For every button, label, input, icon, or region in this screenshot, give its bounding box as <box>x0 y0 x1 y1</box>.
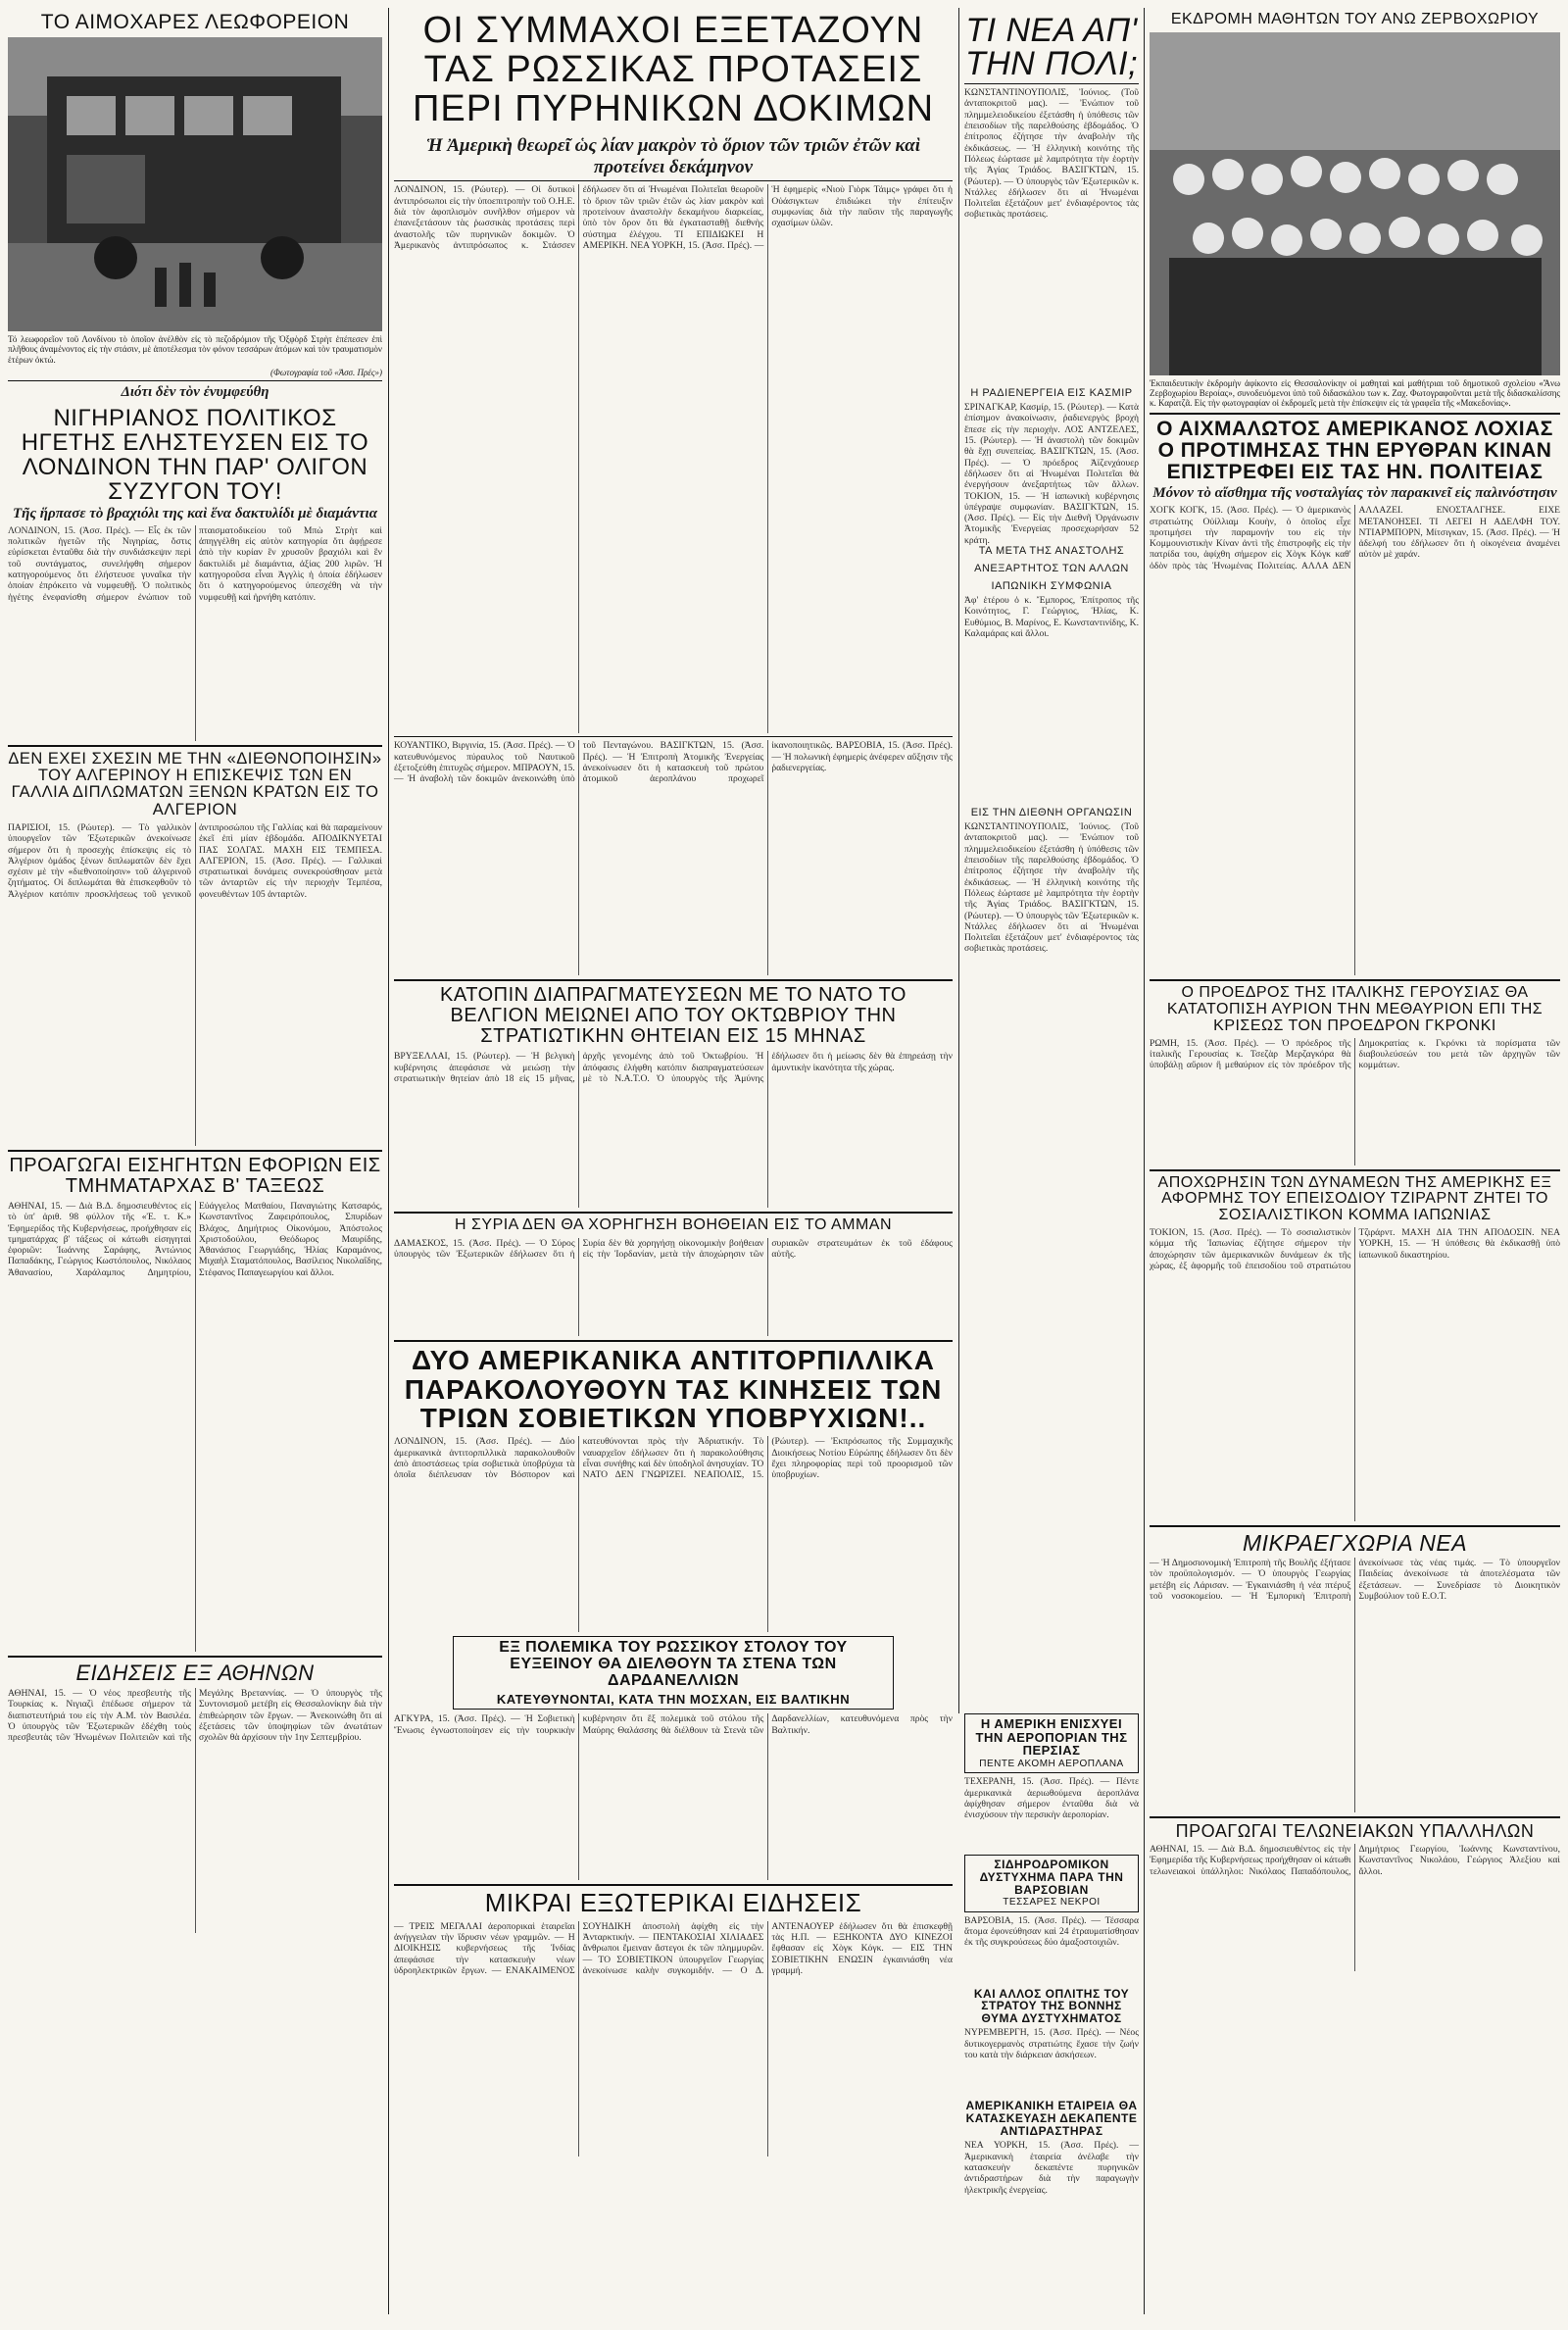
customs-text: ΑΘΗΝΑΙ, 15. — Διὰ Β.Δ. δημοσιευθέντος εἰς τὴν Ἐφημερίδα τῆς Κυβερνήσεως προήχθησαν οἱ κάτωθι τελωνειακοὶ ὑπάλληλοι: Νικόλαος Παπαδόπουλος, Δημήτριος Γεωργίου, Ἰωάννης Κωνσταντίνου, Κωνσταντῖνος Νικολάου, Γεώργιος Ἀλεξίου καὶ ἄλλοι. <box>1150 1844 1560 1877</box>
soldier-headline: Ο ΑΙΧΜΑΛΩΤΟΣ ΑΜΕΡΙΚΑΝΟΣ ΛΟΧΙΑΣ Ο ΠΡΟΤΙΜΗΣΑΣ ΤΗΝ ΕΡΥΘΡΑΝ ΚΙΝΑΝ ΕΠΙΣΤΡΕΦΕΙ ΕΙΣ ΤΑΣ ΗΝ. ΠΟΛΙΤΕΙΑΣ <box>1156 417 1553 483</box>
main-subheadline: Ἡ Ἀμερικὴ θεωρεῖ ὡς λίαν μακρὸν τὸ ὅριον τῶν τριῶν ἐτῶν καὶ προτείνει δεκάμηνον <box>425 134 921 177</box>
fleet-text: ΑΓΚΥΡΑ, 15. (Ἀσσ. Πρές). — Ἡ Σοβιετικὴ Ἕνωσις ἐγνωστοποίησεν εἰς τὴν τουρκικὴν κυβέρνησιν ὅτι ἓξ πολεμικὰ τοῦ στόλου τῆς Μαύρης Θαλάσσης θὰ διέλθουν τὰ Στενὰ τῶν Δαρδανελλίων, κατευθυνόμενα πρὸς τὴν Βαλτικήν. <box>394 1713 953 1736</box>
local-news-headline: ΜΙΚΡΑΕΓΧΩΡΙΑ ΝΕΑ <box>1242 1530 1468 1556</box>
italy-text: ΡΩΜΗ, 15. (Ἀσσ. Πρές). — Ὁ πρόεδρος τῆς ἰταλικῆς Γερουσίας κ. Τσεζὰρ Μερζαγκόρα θὰ ὑποβάλῃ αὔριον ἢ μεθαύριον εἰς τὸν πρόεδρον τῆς Δημοκρατίας κ. Γκρόνκι τὰ πορίσματα τῶν διαβουλεύσεών του μετὰ τῶν ἀρχηγῶν τῶν κομμάτων. <box>1150 1037 1560 1071</box>
school-photo-caption: Ἐκπαιδευτικὴν ἐκδρομὴν ἀφίκοντο εἰς Θεσσαλονίκην οἱ μαθηταὶ καὶ μαθήτριαι τοῦ δημοτικοῦ σχολείου «Ἄνω Ζερβοχωρίου Βεροίας», συνοδευόμενοι ὑπὸ τοῦ διδασκάλου των κ. Ζαχ. Φωτογραφοῦνται μετὰ τῆς διδασκαλίσσης κ. Καρατζᾶ. Εἰς τὴν φωτογραφίαν οἱ ἐκδρομεῖς μετὰ τὴν ἐπίσκεψιν εἰς τὰ γραφεῖα τῆς «Μακεδονίας». <box>1150 377 1560 409</box>
photo-credit: (Φωτογραφία τοῦ «Ἀσσ. Πρές») <box>270 368 382 378</box>
bonn-headline: ΚΑΙ ΑΛΛΟΣ ΟΠΛΙΤΗΣ ΤΟΥ ΣΤΡΑΤΟΥ ΤΗΣ ΒΟΝΝΗΣ ΘΥΜΑ ΔΥΣΤΥΧΗΜΑΤΟΣ <box>973 1986 1130 2025</box>
story3-headline: ΠΡΟΑΓΩΓΑΙ ΕΙΣΗΓΗΤΩΝ ΕΦΟΡΙΩΝ ΕΙΣ ΤΜΗΜΑΤΑΡΧΑΣ Β' ΤΑΞΕΩΣ <box>9 1154 381 1197</box>
story1-headline: ΝΙΓΗΡΙΑΝΟΣ ΠΟΛΙΤΙΚΟΣ ΗΓΕΤΗΣ ΕΛΗΣΤΕΥΣΕΝ ΕΙΣ ΤΟ ΛΟΝΔΙΝΟΝ ΤΗΝ ΠΑΡ' ΟΛΙΓΟΝ ΣΥΖΥΓΟΝ ΤΟΥ! <box>21 404 369 506</box>
story1-subheadline: Τῆς ἥρπασε τὸ βραχιόλι της καὶ ἕνα δακτυλίδι μὲ διαμάντια <box>12 506 378 522</box>
photo-title: ΤΟ ΑΙΜΟΧΑΡΕΣ ΛΕΩΦΟΡΕΙΟΝ <box>40 11 350 33</box>
persia-subheadline: ΠΕΝΤΕ ΑΚΟΜΗ ΑΕΡΟΠΛΑΝΑ <box>979 1758 1124 1769</box>
nato-belgium-headline: ΚΑΤΟΠΙΝ ΔΙΑΠΡΑΓΜΑΤΕΥΣΕΩΝ ΜΕ ΤΟ ΝΑΤΟ ΤΟ ΒΕΛΓΙΟΝ ΜΕΙΩΝΕΙ ΑΠΟ ΤΟΥ ΟΚΤΩΒΡΙΟΥ ΤΗΝ ΣΤΡΑΤΙΩΤΙΚΗΝ ΘΗΤΕΙΑΝ ΕΙΣ 15 ΜΗΝΑΣ <box>440 984 906 1048</box>
persia-headline: Η ΑΜΕΡΙΚΗ ΕΝΙΣΧΥΕΙ ΤΗΝ ΑΕΡΟΠΟΡΙΑΝ ΤΗΣ ΠΕΡΣΙΑΣ <box>975 1716 1128 1759</box>
fleet-subheadline: ΚΑΤΕΥΘΥΝΟΝΤΑΙ, ΚΑΤΑ ΤΗΝ ΜΟΣΧΑΝ, ΕΙΣ ΒΑΛΤΙΚΗΝ <box>496 1691 851 1707</box>
customs-headline: ΠΡΟΑΓΩΓΑΙ ΤΕΛΩΝΕΙΑΚΩΝ ΥΠΑΛΛΗΛΩΝ <box>1175 1821 1535 1842</box>
persia-box <box>964 1713 1139 1773</box>
main-headline: ΟΙ ΣΥΜΜΑΧΟΙ ΕΞΕΤΑΖΟΥΝ ΤΑΣ ΡΩΣΣΙΚΑΣ ΠΡΟΤΑΣΕΙΣ ΠΕΡΙ ΠΥΡΗΝΙΚΩΝ ΔΟΚΙΜΩΝ <box>412 10 935 129</box>
japan-headline: ΑΠΟΧΩΡΗΣΙΝ ΤΩΝ ΔΥΝΑΜΕΩΝ ΤΗΣ ΑΜΕΡΙΚΗΣ ΕΞ ΑΦΟΡΜΗΣ ΤΟΥ ΕΠΕΙΣΟΔΙΟΥ ΤΖΙΡΑΡΝΤ ΖΗΤΕΙ ΤΟ ΣΟΣΙΑΛΙΣΤΙΚΟΝ ΚΟΜΜΑ ΙΑΠΩΝΙΑΣ <box>1157 1173 1552 1224</box>
kashmir-text: ΣΡΙΝΑΓΚΑΡ, Κασμίρ, 15. (Ρώυτερ). — Κατὰ ἐπίσημον ἀνακοίνωσιν, ῥαδιενεργὸς βροχὴ ἔπεσε εἰς τὴν περιοχὴν. ΛΟΣ ΑΝΤΖΕΛΕΣ, 15. (Ρώυτερ). — Ἡ ἀναστολὴ τῶν δοκιμῶν θὰ ἔχῃ συνεπείας. ΒΑΣΙΓΚΤΩΝ, 15. (Ἀσσ. Πρές). — Ὁ πρόεδρος Ἀϊζενχάουερ ἐδήλωσεν ὅτι αἱ Ἡνωμέναι Πολιτεῖαι θὰ ἐνεργήσουν ἀνεξαρτήτως τῶν ἄλλων. ΤΟΚΙΟΝ, 15. — Ἡ ἰαπωνικὴ κυβέρνησις ὑπέγραψε συμφωνίαν. ΒΑΣΙΓΚΤΩΝ, 15. (Ἀσσ. Πρές). — Εἰς τὴν Διεθνῆ Ὀργάνωσιν Ἀτομικῆς Ἐνεργείας προσεχωρήσαν 52 κράτη. <box>964 402 1139 546</box>
story4-headline: ΕΙΔΗΣΕΙΣ ΕΞ ΑΘΗΝΩΝ <box>75 1660 315 1685</box>
soldier-text: ΧΟΓΚ ΚΟΓΚ, 15. (Ἀσσ. Πρές). — Ὁ ἀμερικανὸς στρατιώτης Οὐίλλιαμ Κουὴν, ὁ ὁποῖος εἶχε προτιμήσει τὴν παραμονήν του εἰς τὴν Κομμουνιστικὴν Κίναν ἀντὶ τῆς ἐπιστροφῆς εἰς τὴν πατρίδα του, ἀφίχθη σήμερον εἰς Χὸγκ Κόγκ καθ' ὁδὸν πρὸς τὰς Ἡνωμένας Πολιτείας. ΑΛΛΑ ΔΕΝ ΑΛΛΑΖΕΙ. ΕΝΟΣΤΑΛΓΗΣΕ. ΕΙΧΕ ΜΕΤΑΝΟΗΣΕΙ. ΤΙ ΛΕΓΕΙ Η ΑΔΕΛΦΗ ΤΟΥ. ΝΤΙΑΡΜΠΟΡΝ, Μίτσιγκαν, 15. (Ἀσσ. Πρές). — Ἡ ἀδελφή του ἐδήλωσεν ὅτι ἡ οἰκογένεια ἀναμένει αὐτὸν μὲ χαράν. <box>1150 505 1560 571</box>
kicker: Διότι δὲν τὸν ἐνυμφεύθη <box>121 384 270 401</box>
destroyers-text: ΛΟΝΔΙΝΟΝ, 15. (Ἀσσ. Πρές). — Δύο ἀμερικανικὰ ἀντιτορπιλλικὰ παρακολουθοῦν ἀπὸ ἀποστάσεως τρία σοβιετικὰ ὑποβρύχια τὰ ὁποῖα διέπλευσαν τὸν Βόσπορον καὶ κατευθύνονται πρὸς τὴν Ἀδριατικήν. Τὸ ναυαρχεῖον ἐδήλωσεν ὅτι ἡ παρακολούθησις εἶναι συνήθης καὶ δὲν ὑποδηλοῖ ἀνησυχίαν. ΤΟ ΝΑΤΟ ΔΕΝ ΓΝΩΡΙΖΕΙ. ΝΕΑΠΟΛΙΣ, 15. (Ρώυτερ). — Ἐκπρόσωπος τῆς Συμμαχικῆς Διοικήσεως Νοτίου Εὐρώπης ἐδήλωσεν ὅτι δὲν ἔχει πληροφορίας περὶ τοῦ προορισμοῦ τῶν ὑποβρυχίων. <box>394 1436 953 1481</box>
story3-text: ΑΘΗΝΑΙ, 15. — Διὰ Β.Δ. δημοσιευθέντος εἰς τὸ ὑπ' ἀριθ. 98 φύλλον τῆς «Ἐ. τ. Κ.» Ἐφημερίδος τῆς Κυβερνήσεως, προήχθησαν εἰς τμηματάρχας β' τάξεως οἱ κάτωθι εἰσηγηταὶ ἐφοριῶν: Ἰωάννης Σαράφης, Ἀντώνιος Παπαδάκης, Γεώργιος Κωστόπουλος, Νικόλαος Ἀθανασίου, Χαράλαμπος Δημητρίου, Εὐάγγελος Ματθαίου, Παναγιώτης Κατσαρός, Κωνσταντῖνος Ζαφειρόπουλος, Σπυρίδων Βλάχος, Δημήτριος Οἰκονόμου, Ἀπόστολος Χριστοδούλου, Θεόδωρος Μαυρίδης, Ἀθανάσιος Γεωργιάδης, Ἠλίας Καραμάνος, Μιχαὴλ Σταματόπουλος, Βασίλειος Νικολαΐδης, Στέφανος Παπαγεωργίου καὶ ἄλλοι. <box>8 1200 382 1278</box>
section-suspension: ΤΑ ΜΕΤΑ ΤΗΣ ΑΝΑΣΤΟΛΗΣ <box>978 545 1125 557</box>
section-independent: ΑΝΕΞΑΡΤΗΤΟΣ ΤΩΝ ΑΛΛΩΝ <box>974 563 1129 574</box>
section-international-org: ΕΙΣ ΤΗΝ ΔΙΕΘΝΗ ΟΡΓΑΝΩΣΙΝ <box>970 807 1133 818</box>
reactors-text: ΝΕΑ ΥΟΡΚΗ, 15. (Ἀσσ. Πρές). — Ἀμερικανικὴ ἑταιρεία ἀνέλαβε τὴν κατασκευὴν δεκαπέντε πυρηνικῶν ἀντιδραστήρων διὰ τὴν παραγωγὴν ἠλεκτρικῆς ἐνεργείας. <box>964 2140 1139 2196</box>
story2-text: ΠΑΡΙΣΙΟΙ, 15. (Ρώυτερ). — Τὸ γαλλικὸν ὑπουργεῖον τῶν Ἐξωτερικῶν ἀνεκοίνωσε σήμερον ὅτι ἡ προσεχὴς ἐπίσκεψις εἰς τὸ Ἀλγέριον ὁμάδος ξένων διπλωματῶν δὲν ἔχει σχέσιν μὲ τὴν «διεθνοποίησιν» τοῦ ἀλγερινοῦ ζητήματος. Οἱ διπλωμάται θὰ ἐπισκεφθοῦν τὸ Ἀλγέριον κατόπιν προσκλήσεως τοῦ γενικοῦ ἀντιπροσώπου τῆς Γαλλίας καὶ θὰ παραμείνουν ἐκεῖ ἐπὶ μίαν ἑβδομάδα. ΑΠΟΔΙΚΝΥΕΤΑΙ ΠΑΣ ΣΟΛΓΑΣ. ΜΑΧΗ ΕΙΣ ΤΕΜΠΕΣΑ. ΑΛΓΕΡΙΟΝ, 15. (Ἀσσ. Πρές). — Γαλλικαὶ στρατιωτικαὶ δυνάμεις συνεκρούσθησαν μετὰ τῶν ἀνταρτῶν εἰς τὴν περιοχὴν Τεμπέσα, φονευθέντων 105 ἀνταρτῶν. <box>8 821 382 900</box>
bus-accident-photo <box>8 37 382 331</box>
photo-caption: Τό λεωφορεῖον τοῦ Λονδίνου τὸ ὁποῖον ἀνέλθὸν εἰς τὸ πεζοδρόμιον τῆς Ὀξφὸρδ Στρὴτ ἐπέπεσεν ἐπὶ πλῆθους ἀναμένοντος εἰς τὴν στάσιν, μὲ ἀποτέλεσμα τὸν φόνον τεσσάρων ἀτόμων καὶ τὸν τραυματισμὸν ἑτέρων ὀκτώ. <box>8 334 382 365</box>
foreign-news-headline: ΜΙΚΡΑΙ ΕΞΩΤΕΡΙΚΑΙ ΕΙΔΗΣΕΙΣ <box>484 1888 862 1918</box>
rail-subheadline: ΤΕΣΣΑΡΕΣ ΝΕΚΡΟΙ <box>1003 1897 1101 1909</box>
syria-text: ΔΑΜΑΣΚΟΣ, 15. (Ἀσσ. Πρές). — Ὁ Σύρος ὑπουργὸς τῶν Ἐξωτερικῶν ἐδήλωσεν ὅτι ἡ Συρία δὲν θὰ χορηγήσῃ οἰκονομικὴν βοήθειαν εἰς τὴν Ἰορδανίαν, μετὰ τὴν ἀποχώρησιν τῶν συριακῶν στρατευμάτων ἐκ τοῦ ἐδάφους αὐτῆς. <box>394 1238 953 1261</box>
city-news-text: ΚΩΝΣΤΑΝΤΙΝΟΥΠΟΛΙΣ, Ἰούνιος. (Τοῦ ἀνταποκριτοῦ μας). — Ἐνώπιον τοῦ πλημμελειοδικείου ἐξετάσθη ἡ ὑπόθεσις τῶν ἐπεισοδίων τῆς παρελθούσης ἑβδομάδος. Ὁ ἐπίτροπος ἐζήτησε τὴν ἀναβολὴν τῆς ἐκδικάσεως. — Ἡ ἑλληνικὴ κοινότης τῆς Πόλεως ἑώρτασε μὲ λαμπρότητα τὴν ἑορτὴν τῆς Ἁγίας Τριάδος. ΒΑΣΙΓΚΤΩΝ, 15. (Ρώυτερ). — Ὁ ὑπουργὸς τῶν Ἐξωτερικῶν κ. Ντάλλες ἐδήλωσεν ὅτι αἱ Ἡνωμέναι Πολιτεῖαι ἐξετάζουν μετ' ἐνδιαφέροντος τὰς σοβιετικὰς προτάσεις. <box>964 87 1139 221</box>
rail-box <box>964 1855 1139 1911</box>
reactors-headline: ΑΜΕΡΙΚΑΝΙΚΗ ΕΤΑΙΡΕΙΑ ΘΑ ΚΑΤΑΣΚΕΥΑΣΗ ΔΕΚΑΠΕΝΤΕ ΑΝΤΙΔΡΑΣΤΗΡΑΣ <box>965 2099 1138 2138</box>
column-boxed-stories <box>964 1713 1139 2267</box>
school-photo-image <box>1150 32 1560 375</box>
main-text: ΛΟΝΔΙΝΟΝ, 15. (Ρώυτερ). — Οἱ δυτικοὶ ἀντιπρόσωποι εἰς τὴν ὑποεπιτροπὴν τοῦ Ο.Η.Ε. διὰ τὸν ἀφοπλισμὸν συνῆλθον σήμερον νὰ ἐπανεξετάσουν τὰς ῥωσσικὰς προτάσεις περὶ ἀναστολῆς τῶν πυρηνικῶν δοκιμῶν. Ὁ Ἀμερικανὸς ἀντιπρόσωπος κ. Στάσσεν ἐδήλωσεν ὅτι αἱ Ἡνωμέναι Πολιτεῖαι θεωροῦν τὸ ὅριον τῶν τριῶν ἐτῶν ὡς λίαν μακρὸν καὶ προτείνουν ἀναστολὴν δεκαμήνου διαρκείας, ὑπὸ τὸν ὅρον ὅτι θὰ ἐγκατασταθῇ διεθνὴς σύστημα ἐλέγχου. ΤΙ ΕΠΙΔΙΩΚΕΙ Η ΑΜΕΡΙΚΗ. ΝΕΑ ΥΟΡΚΗ, 15. (Ἀσσ. Πρές). — Ἡ ἐφημερὶς «Νιοὺ Γιὸρκ Τάιμς» γράφει ὅτι ἡ Οὐάσιγκτων ἐπιδιώκει τὴν ἐπίτευξιν συμφωνίας διὰ τὴν παῦσιν τῆς παραγωγῆς σχασίμων ὑλῶν. <box>394 184 953 251</box>
column-ticker-text: Ἀφ' ἑτέρου ὁ κ. Ἔμπορος, Ἐπίτροπος τῆς Κοινότητος, Γ. Γεώργιος, Ἡλίας, Κ. Ευθύμιος, Β. Μαρίνος, Ε. Κωνσταντινίδης, Κ. Καλαμάρας καὶ ἄλλοι. <box>964 595 1140 639</box>
soldier-subheadline: Μόνον τὸ αἴσθημα τῆς νοσταλγίας τὸν παρακινεῖ εἰς παλινόστησιν <box>1152 484 1557 501</box>
nato-belgium-text: ΒΡΥΞΕΛΛΑΙ, 15. (Ρώυτερ). — Ἡ βελγικὴ κυβέρνησις ἀπεφάσισε νὰ μειώσῃ τὴν στρατιωτικὴν θητείαν ἀπὸ 18 εἰς 15 μῆνας, ἀρχῆς γενομένης ἀπὸ τοῦ Ὀκτωβρίου. Ἡ ἀπόφασις ἐλήφθη κατόπιν διαπραγματεύσεων μὲ τὸ Ν.Α.Τ.Ο. Ὁ ὑπουργὸς τῆς Ἀμύνης ἐδήλωσεν ὅτι ἡ μείωσις δὲν θὰ ἐπηρεάσῃ τὴν ἀμυντικὴν ἱκανότητα τῆς χώρας. <box>394 1051 953 1084</box>
column-center <box>394 8 953 2156</box>
col3-news-text: ΚΟΥΑΝΤΙΚΟ, Βιργινία, 15. (Ἀσσ. Πρές). — Ὁ κατευθυνόμενος πύραυλος τοῦ Ναυτικοῦ ἐξετοξεύθη ἐπιτυχῶς σήμερον. ΜΠΡΑΟΥΝ, 15. — Ἡ ἀναβολὴ τῶν δοκιμῶν ἀνεκοινώθη ὑπὸ τοῦ Πενταγώνου. ΒΑΣΙΓΚΤΩΝ, 15. (Ἀσσ. Πρές). — Ἡ Ἐπιτροπὴ Ἀτομικῆς Ἐνεργείας ἀνεκοίνωσεν ὅτι ἡ κατασκευὴ τοῦ πρώτου ἀτομικοῦ ἀεροπλάνου προχωρεῖ ἱκανοποιητικῶς. ΒΑΡΣΟΒΙΑ, 15. (Ἀσσ. Πρές). — Ἡ πολωνικὴ ἐφημερὶς ἀνέφερεν αὔξησιν τῆς ῥαδιενεργείας. <box>394 740 953 785</box>
column-right <box>1150 8 1560 1971</box>
bonn-text: ΝΥΡΕΜΒΕΡΓΗ, 15. (Ἀσσ. Πρές). — Νέος δυτικογερμανὸς στρατιώτης ἔχασε τὴν ζωήν του κατὰ τὴν διάρκειαν ἀσκήσεων. <box>964 2027 1139 2061</box>
school-photo-title: ΕΚΔΡΟΜΗ ΜΑΘΗΤΩΝ ΤΟΥ ΑΝΩ ΖΕΡΒΟΧΩΡΙΟΥ <box>1170 11 1540 27</box>
persia-text: ΤΕΧΕΡΑΝΗ, 15. (Ἀσσ. Πρές). — Πέντε ἀμερικανικὰ ἀεριωθούμενα ἀεροπλάνα ἀφίχθησαν σήμερον ἐνταῦθα διὰ νὰ ἐνισχύσουν τὴν περσικὴν ἀεροπορίαν. <box>964 1776 1139 1821</box>
story4-text: ΑΘΗΝΑΙ, 15. — Ὁ νέος πρεσβευτὴς τῆς Τουρκίας κ. Νιγιαζὶ ἐπέδωσε σήμερον τὰ διαπιστευτήριά του εἰς τὴν Α.Μ. τὸν Βασιλέα. Ὁ ὑπουργὸς τῶν Ἐξωτερικῶν ἐδέχθη τοὺς πρεσβευτὰς τῶν Ἡνωμένων Πολιτειῶν καὶ τῆς Μεγάλης Βρεταννίας. — Ὁ ὑπουργὸς τῆς Συντονισμοῦ μετέβη εἰς Θεσσαλονίκην διὰ τὴν ἐπιθεώρησιν τῶν ἔργων. — Ἀνεκοινώθη ὅτι αἱ ἐξετάσεις τῶν ὑποψηφίων τῶν ἀνωτάτων σχολῶν θὰ ἀρχίσουν τὴν 1ην Σεπτεμβρίου. <box>8 1688 382 1744</box>
intl-org-text: ΚΩΝΣΤΑΝΤΙΝΟΥΠΟΛΙΣ, Ἰούνιος. (Τοῦ ἀνταποκριτοῦ μας). — Ἐνώπιον τοῦ πλημμελειοδικείου ἐξετάσθη ἡ ὑπόθεσις τῶν ἐπεισοδίων τῆς παρελθούσης ἑβδομάδος. Ὁ ἐπίτροπος ἐζήτησε τὴν ἀναβολὴν τῆς ἐκδικάσεως. — Ἡ ἑλληνικὴ κοινότης τῆς Πόλεως ἑώρτασε μὲ λαμπρότητα τὴν ἑορτὴν τῆς Ἁγίας Τριάδος. ΒΑΣΙΓΚΤΩΝ, 15. (Ρώυτερ). — Ὁ ὑπουργὸς τῶν Ἐξωτερικῶν κ. Ντάλλες ἐδήλωσεν ὅτι αἱ Ἡνωμέναι Πολιτεῖαι ἐξετάζουν μετ' ἐνδιαφέροντος τὰς σοβιετικὰς προτάσεις. <box>964 821 1139 955</box>
fleet-headline: ΕΞ ΠΟΛΕΜΙΚΑ ΤΟΥ ΡΩΣΣΙΚΟΥ ΣΤΟΛΟΥ ΤΟΥ ΕΥΞΕΙΝΟΥ ΘΑ ΔΙΕΛΘΟΥΝ ΤΑ ΣΤΕΝΑ ΤΩΝ ΔΑΡΔΑΝΕΛΛΙΩΝ <box>499 1639 848 1689</box>
story1-text: ΛΟΝΔΙΝΟΝ, 15. (Ἀσσ. Πρές). — Εἷς ἐκ τῶν πολιτικῶν ἡγετῶν τῆς Νιγηρίας, ὅστις εὑρίσκεται ἐνταῦθα διὰ τὴν συνδιάσκεψιν περὶ τοῦ συντάγματος, συνελήφθη σήμερον κατηγορούμενος ὅτι ἐλήστευσε γυναῖκα τὴν ὁποίαν ἐπρόκειτο νὰ νυμφευθῇ. Ὁ πολιτικὸς ἡγέτης ἐνεφανίσθη σήμερον ἐνώπιον τοῦ πταισματοδικείου τοῦ Μπὼ Στρὴτ καὶ ἀπηγγέλθη εἰς αὐτὸν κατηγορία ὅτι ἀφῄρεσε ἀπὸ τὴν κυρίαν ἓν χρυσοῦν βραχιόλι καὶ ἓν δακτυλίδι μὲ διαμάντια, ἀξίας 200 λιρῶν. Ἡ κατηγοροῦσα εἶναι Ἀγγλὶς ἡ ὁποία ἐδήλωσεν ὅτι ὁ κατηγορούμενος ὑπεσχέθη νὰ τὴν νυμφευθῇ καὶ ἠρνήθη κατόπιν. <box>8 524 382 603</box>
city-news-title: ΤΙ ΝΕΑ ΑΠ' ΤΗΝ ΠΟΛΙ; <box>964 12 1139 82</box>
destroyers-headline: ΔΥΟ ΑΜΕΡΙΚΑΝΙΚΑ ΑΝΤΙΤΟΡΠΙΛΛΙΚΑ ΠΑΡΑΚΟΛΟΥΘΟΥΝ ΤΑΣ ΚΙΝΗΣΕΙΣ ΤΩΝ ΤΡΙΩΝ ΣΟΒΙΕΤΙΚΩΝ ΥΠΟΒΡΥΧΙΩΝ!.. <box>404 1345 943 1433</box>
foreign-news-text: — ΤΡΕΙΣ ΜΕΓΑΛΑΙ ἀεροπορικαὶ ἑταιρεῖαι ἀνήγγειλαν τὴν ἵδρυσιν νέων γραμμῶν. — Η ΔΙΟΙΚΗΣΙΣ κυβερνήσεως τῆς Ἰνδίας ἀπεφάσισε τὴν κατασκευὴν νέων ὑδροηλεκτρικῶν ἔργων. — ΕΝΑΚΑΙΜΕΝΟΣ ΣΟΥΗΔΙΚΗ ἀποστολὴ ἀφίχθη εἰς τὴν Ἀνταρκτικήν. — ΠΕΝΤΑΚΟΣΙΑΙ ΧΙΛΙΑΔΕΣ ἄνθρωποι ἔμειναν ἄστεγοι ἐκ τῶν πλημμυρῶν. — ΤΟ ΣΟΒΙΕΤΙΚΟΝ ὑπουργεῖον Γεωργίας ἀνεκοίνωσε καλὴν συγκομιδήν. — Ο Δ. ΑΝΤΕΝΑΟΥΕΡ ἐδήλωσεν ὅτι θὰ ἐπισκεφθῇ τὰς Η.Π. — ΕΞΗΚΟΝΤΑ ΔΥΟ ΚΙΝΕΖΟΙ ἔφθασαν εἰς Χὸγκ Κόγκ. — ΕΙΣ ΤΗΝ ΣΟΒΙΕΤΙΚΗΝ ΕΝΩΣΙΝ ἐγκαινιάσθη νέα γραμμή. <box>394 1920 953 1976</box>
column-city-news <box>964 8 1139 1047</box>
japan-text: ΤΟΚΙΟΝ, 15. (Ἀσσ. Πρές). — Τὸ σοσιαλιστικὸν κόμμα τῆς Ἰαπωνίας ἐζήτησε σήμερον τὴν ἀποχώρησιν τῶν ἀμερικανικῶν δυνάμεων ἐκ τῆς χώρας, ἐξ ἀφορμῆς τοῦ ἐπεισοδίου τοῦ στρατιώτου Τζιράρντ. ΜΑΧΗ ΔΙΑ ΤΗΝ ΑΠΟΔΟΣΙΝ. ΝΕΑ ΥΟΡΚΗ, 15. — Ἡ ὑπόθεσις θὰ ἐκδικασθῇ ὑπὸ ἰαπωνικοῦ δικαστηρίου. <box>1150 1227 1560 1271</box>
italy-headline: Ο ΠΡΟΕΔΡΟΣ ΤΗΣ ΙΤΑΛΙΚΗΣ ΓΕΡΟΥΣΙΑΣ ΘΑ ΚΑΤΑΤΟΠΙΣΗ ΑΥΡΙΟΝ ΤΗΝ ΜΕΘΑΥΡΙΟΝ ΕΠΙ ΤΗΣ ΚΡΙΣΕΩΣ ΤΟΝ ΠΡΟΕΔΡΟΝ ΓΚΡΟΝΚΙ <box>1166 984 1544 1034</box>
school-trip-photo <box>1150 32 1560 375</box>
column-left <box>8 8 382 1933</box>
section-japanese: ΙΑΠΩΝΙΚΗ ΣΥΜΦΩΝΙΑ <box>991 580 1112 592</box>
syria-headline: Η ΣΥΡΙΑ ΔΕΝ ΘΑ ΧΟΡΗΓΗΣΗ ΒΟΗΘΕΙΑΝ ΕΙΣ ΤΟ ΑΜΜΑΝ <box>455 1216 892 1234</box>
section-kashmir: Η ΡΑΔΙΕΝΕΡΓΕΙΑ ΕΙΣ ΚΑΣΜΙΡ <box>970 387 1133 399</box>
fleet-box <box>453 1636 894 1710</box>
local-news-text: — Ἡ Δημοσιονομικὴ Ἐπιτροπὴ τῆς Βουλῆς ἐξήτασε τὸν προϋπολογισμόν. — Ὁ ὑπουργὸς Γεωργίας μετέβη εἰς Λάρισαν. — Ἐγκαινιάσθη ἡ νέα πτέρυξ τοῦ νοσοκομείου. — Ἡ Ἐμπορικὴ Ἐπιτροπὴ ἀνεκοίνωσε τὰς νέας τιμάς. — Τὸ ὑπουργεῖον Παιδείας ἀνεκοίνωσε τὰ ἀποτελέσματα τῶν ἐξετάσεων. — Συνεδρίασε τὸ Διοικητικὸν Συμβούλιον τοῦ Ε.Ο.Τ. <box>1150 1558 1560 1603</box>
story2-headline: ΔΕΝ ΕΧΕΙ ΣΧΕΣΙΝ ΜΕ ΤΗΝ «ΔΙΕΘΝΟΠΟΙΗΣΙΝ» ΤΟΥ ΑΛΓΕΡΙΝΟΥ Η ΕΠΙΣΚΕΨΙΣ ΤΩΝ ΕΝ ΓΑΛΛΙΑ ΔΙΠΛΩΜΑΤΩΝ ΞΕΝΩΝ ΚΡΑΤΩΝ ΕΙΣ ΤΟ ΑΛΓΕΡΙΟΝ <box>8 749 382 818</box>
rail-headline: ΣΙΔΗΡΟΔΡΟΜΙΚΟΝ ΔΥΣΤΥΧΗΜΑ ΠΑΡΑ ΤΗΝ ΒΑΡΣΟΒΙΑΝ <box>979 1858 1124 1897</box>
newspaper-page <box>8 8 1560 2314</box>
bus-photo-image <box>8 37 382 331</box>
rail-text: ΒΑΡΣΟΒΙΑ, 15. (Ἀσσ. Πρές). — Τέσσαρα ἄτομα ἐφονεύθησαν καὶ 24 ἐτραυματίσθησαν ἐκ τῆς συγκρούσεως δύο ἀμαξοστοιχιῶν. <box>964 1914 1139 1949</box>
